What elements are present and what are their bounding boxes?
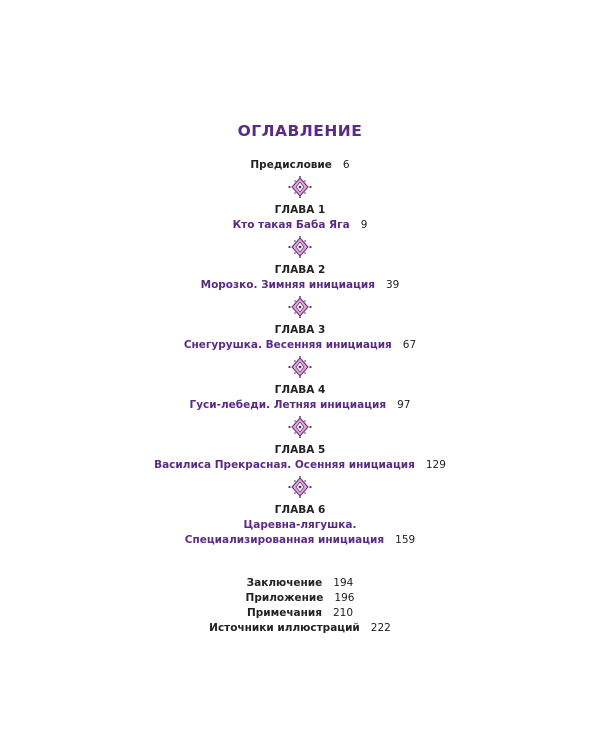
entry-title: Предисловие bbox=[250, 159, 332, 171]
diamond-ornament-icon bbox=[287, 356, 313, 378]
diamond-ornament-icon bbox=[287, 416, 313, 438]
entry-title: Кто такая Баба Яга bbox=[232, 219, 350, 231]
toc-entry-appendix[interactable] bbox=[0, 591, 600, 605]
diamond-ornament-icon bbox=[287, 236, 313, 258]
toc-entry-chapter-4[interactable] bbox=[0, 398, 600, 412]
diamond-ornament-icon bbox=[287, 476, 313, 498]
entry-title: Заключение bbox=[246, 577, 323, 589]
entry-page: 67 bbox=[402, 339, 417, 351]
toc-entry-illustration-sources[interactable] bbox=[0, 621, 600, 635]
entry-title: Источники иллюстраций bbox=[209, 622, 360, 634]
entry-title: Морозко. Зимняя инициация bbox=[200, 279, 375, 291]
entry-page: 6 bbox=[342, 159, 350, 171]
toc-entry-chapter-3[interactable] bbox=[0, 338, 600, 352]
entry-page: 9 bbox=[360, 219, 368, 231]
toc-entry-preface[interactable] bbox=[0, 158, 600, 172]
diamond-ornament-icon bbox=[287, 176, 313, 198]
toc-heading: ОГЛАВЛЕНИЕ bbox=[237, 122, 363, 140]
chapter-5-label: ГЛАВА 5 bbox=[274, 444, 326, 456]
entry-title: Примечания bbox=[246, 607, 322, 619]
chapter-2-label: ГЛАВА 2 bbox=[274, 264, 326, 276]
entry-title: Снегурушка. Весенняя инициация bbox=[183, 339, 392, 351]
toc-entry-chapter-5[interactable] bbox=[0, 458, 600, 472]
entry-page: 194 bbox=[333, 577, 354, 589]
entry-page: 97 bbox=[397, 399, 411, 411]
diamond-ornament-icon bbox=[287, 296, 313, 318]
toc-entry-chapter-2[interactable] bbox=[0, 278, 600, 292]
entry-title: Специализированная инициация bbox=[184, 534, 385, 546]
toc-entry-notes[interactable] bbox=[0, 606, 600, 620]
entry-title: Василиса Прекрасная. Осенняя инициация bbox=[154, 459, 415, 471]
toc-entry-chapter-1[interactable] bbox=[0, 218, 600, 232]
entry-title: Царевна-лягушка. bbox=[243, 519, 357, 531]
entry-page: 196 bbox=[334, 592, 355, 604]
entry-page: 39 bbox=[385, 279, 400, 291]
entry-page: 159 bbox=[395, 534, 416, 546]
chapter-6-label: ГЛАВА 6 bbox=[274, 504, 326, 516]
chapter-1-label: ГЛАВА 1 bbox=[274, 204, 326, 216]
entry-title: Гуси-лебеди. Летняя инициация bbox=[189, 399, 387, 411]
entry-page: 210 bbox=[332, 607, 354, 619]
toc-entry-conclusion[interactable] bbox=[0, 576, 600, 590]
entry-page: 222 bbox=[370, 622, 391, 634]
toc-entry-chapter-6-line1[interactable] bbox=[0, 518, 600, 532]
toc-entry-chapter-6-line2[interactable] bbox=[0, 533, 600, 547]
entry-title: Приложение bbox=[245, 592, 324, 604]
chapter-4-label: ГЛАВА 4 bbox=[274, 384, 326, 396]
entry-page: 129 bbox=[425, 459, 446, 471]
chapter-3-label: ГЛАВА 3 bbox=[274, 324, 326, 336]
